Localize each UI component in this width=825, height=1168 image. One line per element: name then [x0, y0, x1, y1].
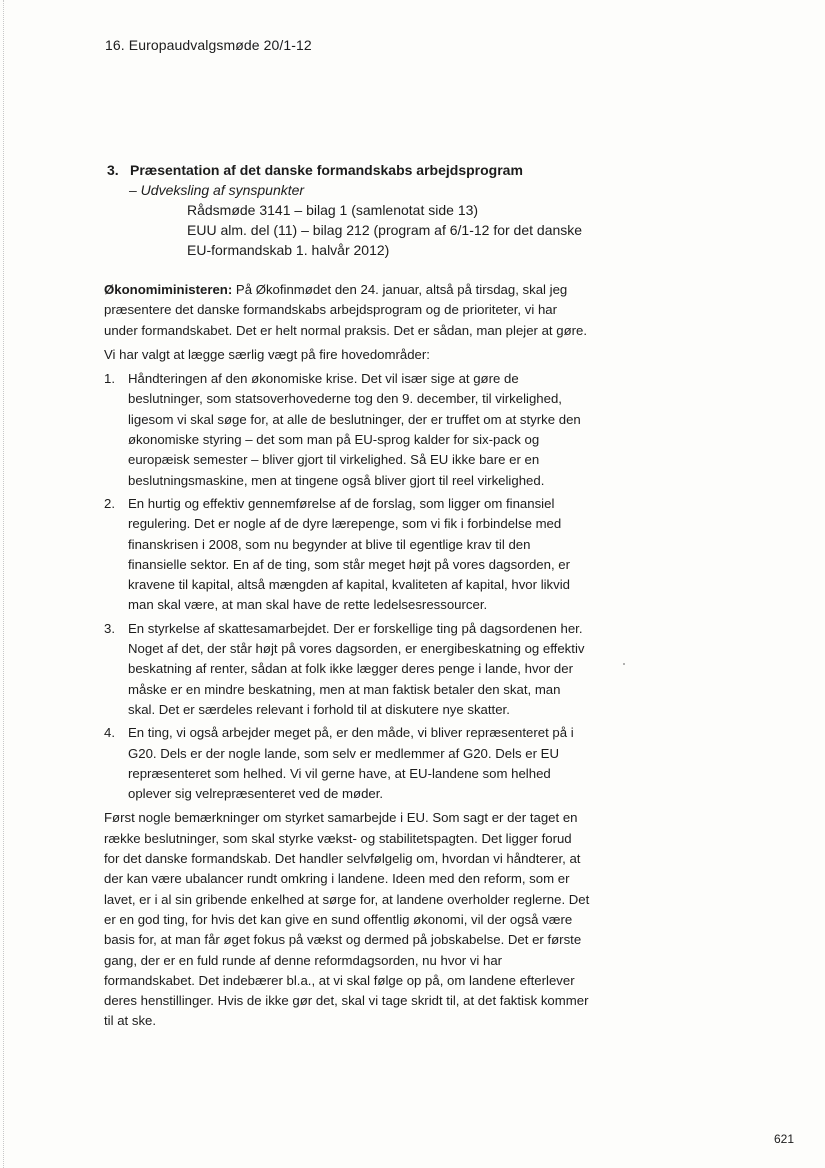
- agenda-section: [107, 160, 597, 260]
- reference-line: EUU alm. del (11) – bilag 212 (program af 6/1-12 for det danske: [187, 222, 583, 238]
- section-subtitle: – Udveksling af synspunkter: [129, 182, 305, 198]
- intro-text: På Økofinmødet den 24. januar, altså på tirsdag, skal jeg præsentere det danske formandskabs arbejdsprogram og de prioriteter, vi har under formandskabet. Det er helt normal praksis. Det er sådan, man plejer at gøre.: [104, 282, 588, 338]
- running-header: 16. Europaudvalgsmøde 20/1-12: [105, 37, 312, 53]
- list-item-text: En styrkelse af skattesamarbejdet. Der er forskellige ting på dagsordenen her. Noget af det, der står højt på vores dagsorden, er energibeskatning og effektiv beskatning af renter, sådan at folk ikke lægger deres penge i lande, hvor der måske er en mindre beskatning, men at man faktisk betaler den skat, man skal. Det er særdeles relevant i forhold til at diskutere nye skatter.: [128, 620, 585, 717]
- section-heading: [107, 160, 597, 180]
- focus-areas-list: [104, 369, 590, 804]
- transcript-body: [104, 280, 590, 1036]
- list-item: [104, 619, 590, 720]
- reference-line: EU-formandskab 1. halvår 2012): [187, 242, 390, 258]
- section-title: Præsentation af det danske formandskabs arbejdsprogram: [130, 162, 523, 178]
- intro-paragraph: [104, 280, 590, 341]
- list-item-text: En ting, vi også arbejder meget på, er den måde, vi bliver repræsenteret på i G20. Dels er der nogle lande, som selv er medlemmer af G20. Dels er EU repræsenteret som helhed. Vi vil gerne have, at EU-landene som helhed oplever sig velrepræsenteret ved de møder.: [128, 725, 574, 802]
- scan-edge-line: [3, 0, 4, 1168]
- section-references: [187, 200, 597, 260]
- closing-paragraph: Først nogle bemærkninger om styrket samarbejde i EU. Som sagt er der taget en række beslutninger, som skal styrke vækst- og stabilitetspagten. Det ligger forud for det danske formandskab. Det handler selvfølgelig om, hvordan vi håndterer, at der kan være ubalancer rundt omkring i landene. Ideen med den reform, som er lavet, er i al sin gribende enkelhed at sørge for, at landene overholder reglerne. Det er en god ting, for hvis det kan give en sund offentlig økonomi, vil der også være basis for, at man får øget fokus på vækst og dermed på jobskabelse. Det er første gang, der er en fuld runde af denne reformdagsorden, nu hvor vi har formandskabet. Det indebærer bl.a., at vi skal følge op på, om landene efterlever deres henstillinger. Hvis de ikke gør det, skal vi tage skridt til, at det faktisk kommer til at ske.: [104, 810, 590, 1029]
- list-item-number: 2.: [104, 495, 115, 511]
- list-item-text: Håndteringen af den økonomiske krise. Det vil især sige at gøre de beslutninger, som statsoverhovederne tog den 9. december, til virkelighed, ligesom vi skal søge for, at alle de beslutninger, der er truffet om at styrke den økonomiske styring – det som man på EU-sprog kalder for six-pack og europæisk semester – bliver gjort til virkelighed. Så EU ikke bare er en beslutningsmaskine, men at tingene også bliver gjort til reel virkelighed.: [128, 371, 581, 488]
- speaker-label: Økonomiministeren:: [104, 282, 233, 297]
- focus-line: Vi har valgt at lægge særlig vægt på fire hovedområder:: [104, 346, 430, 362]
- list-item: [104, 723, 590, 804]
- list-item: [104, 369, 590, 491]
- scan-speck: [623, 663, 625, 665]
- list-item-number: 3.: [104, 620, 115, 636]
- list-item-number: 1.: [104, 371, 115, 387]
- list-item: [104, 494, 590, 616]
- list-item-number: 4.: [104, 725, 115, 741]
- page-number: 621: [774, 1132, 795, 1146]
- reference-line: Rådsmøde 3141 – bilag 1 (samlenotat side 13): [187, 202, 479, 218]
- section-number: 3.: [107, 162, 119, 178]
- list-item-text: En hurtig og effektiv gennemførelse af de forslag, som ligger om finansiel regulering. Det er nogle af de dyre lærepenge, som vi fik i forbindelse med finanskrisen i 2008, som nu begynder at blive til egentlige krav til den finansielle sektor. En af de ting, som står meget højt på vores dagsorden, er kravene til kapital, altså mængden af kapital, kvaliteten af kapital, hvor likvid man skal være, at man skal have de rette ledelsesressourcer.: [128, 495, 571, 613]
